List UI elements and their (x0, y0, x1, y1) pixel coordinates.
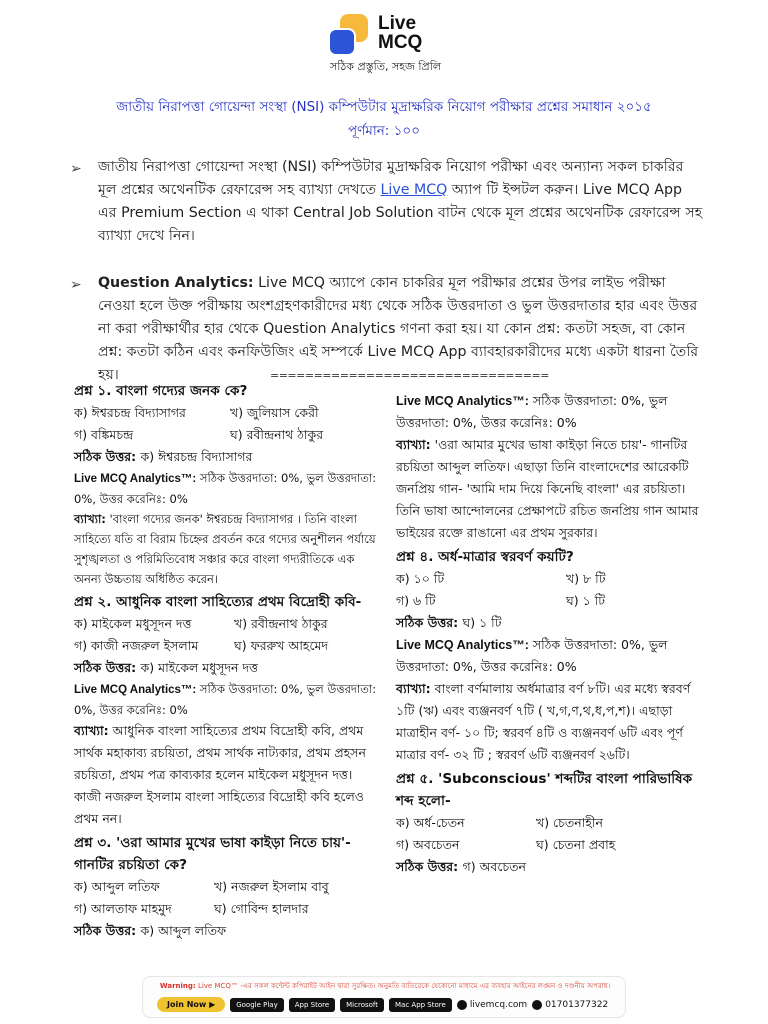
hand-pointer-icon: ➢ (70, 161, 82, 177)
google-play-badge[interactable]: Google Play (230, 998, 284, 1012)
question-text: প্রশ্ন ৫. 'Subconscious' শব্দটির বাংলা পারিভাষিক শব্দ হলো- (396, 771, 693, 809)
option-a: ক) মাইকেল মধুসূদন দত্ত (74, 616, 192, 631)
analytics-line: Live MCQ Analytics™: সঠিক উত্তরদাতা: 0%, ভুল উত্তরদাতা: 0%, উত্তর করেনিঃ: 0% (74, 471, 377, 506)
copyright-warning: Warning: Live MCQ™ -এর সকল কন্টেন্ট কপিরাইট আইন দ্বারা সুরক্ষিত। অনুমতি ব্যতিরেকে যেকোনো মাধ্যমে এর ব্যবহার আইনের লঙ্ঘন ও দণ্ডনীয় অপরাধ। (159, 982, 611, 990)
explanation: ব্যাখ্যা: আধুনিক বাংলা সাহিত্যের প্রথম বিদ্রোহী কবি, প্রথম সার্থক মহাকাব্য রচয়িতা, প্রথম সার্থক নাট্যকার, প্রথম প্রহসন রচয়িতা, প্রথম পত্র কাব্যকার হলেন মাইকেল মধুসূদন দত্ত। কাজী নজরুল ইসলাম বাংলা সাহিত্যের বিদ্রোহী কবি হলেও প্রথম নন। (74, 723, 366, 826)
analytics-line: Live MCQ Analytics™: সঠিক উত্তরদাতা: 0%, ভুল উত্তরদাতা: 0%, উত্তর করেনিঃ: 0% (396, 637, 668, 674)
option-d: ঘ) ফররুখ আহমেদ (234, 638, 329, 653)
option-d: ঘ) গোবিন্দ হালদার (214, 901, 309, 916)
question-text: প্রশ্ন ১. বাংলা গদ্যের জনক কে? (74, 383, 248, 399)
question-4 (396, 546, 704, 766)
option-c: গ) ৬ টি (396, 593, 436, 608)
intro-bullet-analytics: ➢ Question Analytics: Live MCQ অ্যাপে কোন চাকরির মূল পরীক্ষার প্রশ্নের উপর লাইভ পরীক্ষা নেওয়া হলে উক্ত পরীক্ষায় অংশগ্রহণকারীদের মধ্য থেকে সঠিক উত্তরদাতা ও ভুল উত্তরদাতার হার এবং উত্তর না করা পরীক্ষার্থীর হার থেকে Question Analytics গণনা করা হয়। যা কোন প্রশ্ন: কতটা সহজ, বা কোন প্রশ্ন: কতটা কঠিন এবং কনফিউজিং এই সম্পর্কে Live MCQ App ব্যাবহারকারীদের মধ্যে একটা ধারনা তৈরি হয়। (70, 275, 699, 383)
microsoft-store-badge[interactable]: Microsoft (340, 998, 384, 1012)
option-a: ক) ১০ টি (396, 571, 445, 586)
explanation: ব্যাখ্যা: 'বাংলা গদ্যের জনক' ঈশ্বরচন্দ্র বিদ্যাসাগর । তিনি বাংলা সাহিত্যে যতি বা বিরাম চিহ্নের প্রবর্তন করে গদ্যের অনুশীলন পর্যায়ে সুশৃঙ্খলতা ও পরিমিতিবোধ সঞ্চার করে বাংলা গদ্যরীতিকে এক অনন্য উচ্চতায় অধিষ্ঠিত করেন। (74, 512, 376, 586)
option-b: খ) ৮ টি (566, 571, 606, 586)
hand-pointer-icon: ➢ (70, 277, 82, 293)
option-c: গ) বঙ্কিমচন্দ্র (74, 427, 134, 442)
live-mcq-logo-icon (328, 14, 370, 56)
option-b: খ) রবীন্দ্রনাথ ঠাকুর (234, 616, 328, 631)
right-column (396, 390, 704, 880)
correct-answer: সঠিক উত্তর: ক) মাইকেল মধুসূদন দত্ত (74, 660, 258, 675)
live-mcq-link[interactable]: Live MCQ (380, 182, 448, 198)
question-text: প্রশ্ন ৩. 'ওরা আমার মুখের ভাষা কাইড়া নিতে চায়'- গানটির রচয়িতা কে? (74, 835, 351, 873)
correct-answer: সঠিক উত্তর: গ) অবচেতন (396, 859, 526, 874)
phone-icon (532, 1000, 542, 1010)
option-c: গ) আলতাফ মাহমুদ (74, 901, 172, 916)
explanation: ব্যাখ্যা: বাংলা বর্ণমালায় অর্ধমাত্রার বর্ণ ৮টি। এর মধ্যে স্বরবর্ণ ১টি (ঋ) এবং ব্যঞ্জনবর্ণ ৭টি ( খ,গ,ণ,থ,ধ,প,শ)। এছাড়া মাত্রাহীন বর্ণ- ১০ টি; স্বরবর্ণ ৪টি ও ব্যঞ্জনবর্ণ ৬টি এবং পূর্ণ মাত্রার বর্ণ- ৩২ টি ; স্বরবর্ণ ৬টি ব্যঞ্জনবর্ণ ২৬টি। (396, 681, 691, 762)
question-2 (74, 591, 378, 830)
join-now-button[interactable]: Join Now ▶ (157, 997, 225, 1012)
option-b: খ) নজরুল ইসলাম বাবু (214, 879, 329, 894)
option-c: গ) অবচেতন (396, 837, 460, 852)
option-d: ঘ) ১ টি (566, 593, 606, 608)
separator-line: ================================ (270, 369, 549, 382)
analytics-line: Live MCQ Analytics™: সঠিক উত্তরদাতা: 0%, ভুল উত্তরদাতা: 0%, উত্তর করেনিঃ: 0% (74, 682, 377, 717)
correct-answer: সঠিক উত্তর: ক) আব্দুল লতিফ (74, 923, 227, 938)
app-store-badge[interactable]: App Store (289, 998, 335, 1012)
option-a: ক) আব্দুল লতিফ (74, 879, 160, 894)
question-text: প্রশ্ন ৪. অর্ধ-মাত্রার স্বরবর্ণ কয়টি? (396, 549, 574, 565)
correct-answer: সঠিক উত্তর: ঘ) ১ টি (396, 615, 502, 630)
option-c: গ) কাজী নজরুল ইসলাম (74, 638, 199, 653)
correct-answer: সঠিক উত্তর: ক) ঈশ্বরচন্দ্র বিদ্যাসাগর (74, 449, 253, 464)
question-3-continued (396, 390, 704, 544)
brand-tagline: সঠিক প্রস্তুতি, সহজ প্রিলি (330, 60, 442, 73)
option-d: ঘ) রবীন্দ্রনাথ ঠাকুর (230, 427, 324, 442)
website-link[interactable]: livemcq.com (457, 1000, 527, 1010)
globe-icon (457, 1000, 467, 1010)
option-b: খ) জুলিয়াস কেরী (230, 405, 319, 420)
footer-banner (142, 976, 626, 1018)
analytics-line: Live MCQ Analytics™: সঠিক উত্তরদাতা: 0%, ভুল উত্তরদাতা: 0%, উত্তর করেনিঃ: 0% (396, 393, 668, 430)
question-3 (74, 832, 378, 942)
option-b: খ) চেতনাহীন (536, 815, 603, 830)
option-d: ঘ) চেতনা প্রবাহ (536, 837, 616, 852)
phone-number: 01701377322 (532, 1000, 608, 1010)
option-a: ক) অর্ধ-চেতন (396, 815, 465, 830)
mac-app-store-badge[interactable]: Mac App Store (389, 998, 452, 1012)
option-a: ক) ঈশ্বরচন্দ্র বিদ্যাসাগর (74, 405, 186, 420)
question-1 (74, 380, 378, 589)
full-marks: পূর্ণমান: ১০০ (348, 123, 420, 139)
page-title: জাতীয় নিরাপত্তা গোয়েন্দা সংস্থা (NSI) কম্পিউটার মুদ্রাক্ষরিক নিয়োগ পরীক্ষার প্রশ্নের সমাধান ২০১৫ (116, 99, 652, 115)
explanation: ব্যাখ্যা: 'ওরা আমার মুখের ভাষা কাইড়া নিতে চায়'- গানটির রচয়িতা আব্দুল লতিফ। এছাড়া তিনি বাংলাদেশের আরেকটি জনপ্রিয় গান- 'আমি দাম দিয়ে কিনেছি বাংলা' এর রচয়িতা। তিনি ভাষা আন্দোলনের প্রেক্ষাপটে রচিত জনপ্রিয় গান আমার ভাইয়ের রক্তে রাঙানো এর প্রথম সুরকার। (396, 437, 699, 540)
brand-name: Live MCQ (378, 13, 423, 53)
download-links (157, 997, 608, 1012)
question-5 (396, 768, 704, 878)
question-text: প্রশ্ন ২. আধুনিক বাংলা সাহিত্যের প্রথম বিদ্রোহী কবি- (74, 594, 362, 610)
brand-logo (320, 12, 480, 72)
left-column (74, 380, 378, 944)
intro-bullet-install: ➢ জাতীয় নিরাপত্তা গোয়েন্দা সংস্থা (NSI) কম্পিউটার মুদ্রাক্ষরিক নিয়োগ পরীক্ষা এবং অন্যান্য সকল চাকরির মূল প্রশ্নের অথেনটিক রেফারেন্স সহ ব্যাখ্যা দেখতে Live MCQ অ্যাপ টি ইন্সটল করুন। Live MCQ App এর Premium Section এ থাকা Central Job Solution বাটন থেকে মূল প্রশ্নের অথেনটিক রেফারেন্স সহ ব্যাখ্যা দেখে নিন। (70, 159, 703, 244)
